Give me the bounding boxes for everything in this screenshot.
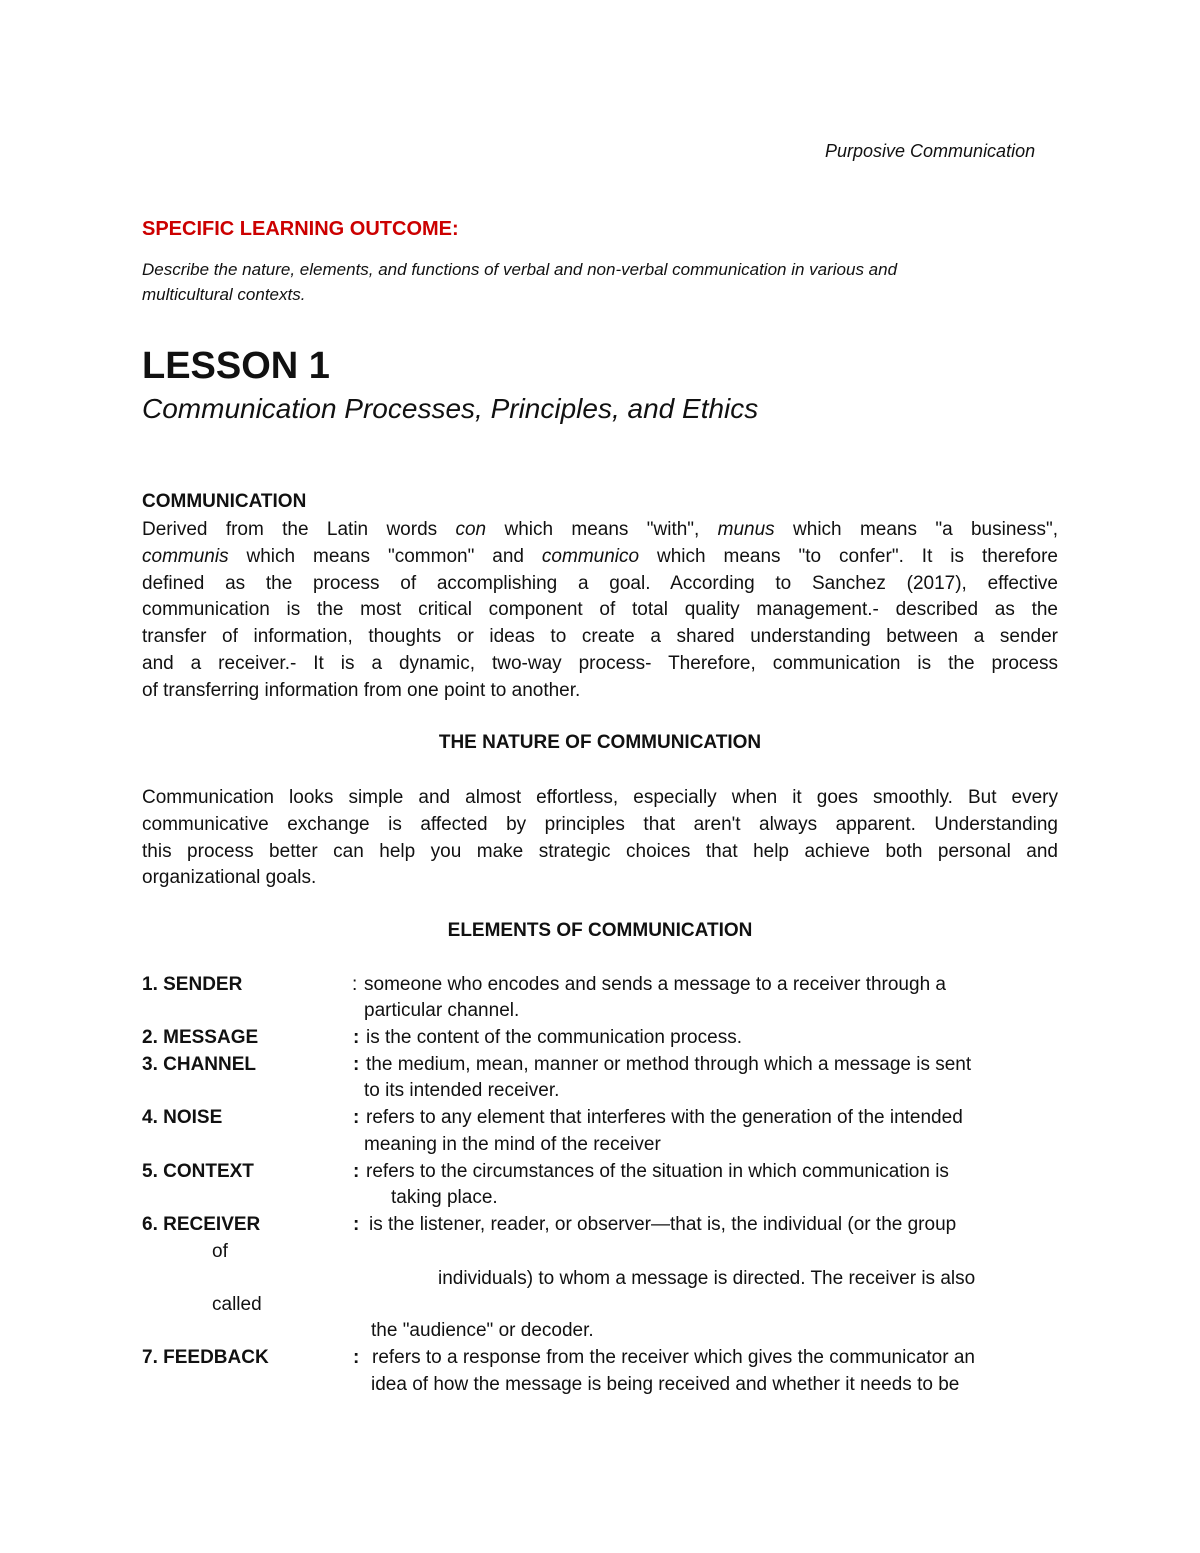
outcome-title: SPECIFIC LEARNING OUTCOME:: [142, 218, 459, 240]
nature-paragraph: [142, 785, 1058, 892]
element-colon: :: [353, 1054, 360, 1075]
element-term-receiver: 6. RECEIVER: [142, 1214, 261, 1235]
element-colon: :: [353, 1347, 360, 1368]
element-definition: the "audience" or decoder.: [371, 1320, 594, 1341]
element-definition: idea of how the message is being received and whether it needs to be: [371, 1374, 960, 1395]
element-term-feedback: 7. FEEDBACK: [142, 1347, 269, 1368]
latin-word: munus: [717, 519, 775, 540]
nature-heading: THE NATURE OF COMMUNICATION: [438, 732, 762, 753]
paragraph-line: of transferring information from one point to another.: [142, 679, 581, 701]
lesson-title: Communication Processes, Principles, and Ethics: [142, 393, 759, 424]
paragraph-line: communication is the most critical component of total quality management.- described as the: [142, 599, 1058, 621]
element-term-message: 2. MESSAGE: [142, 1027, 259, 1048]
element-definition: someone who encodes and sends a message to a receiver through a: [364, 974, 946, 995]
element-definition: refers to any element that interferes with the generation of the intended: [366, 1107, 963, 1128]
element-definition: meaning in the mind of the receiver: [364, 1134, 661, 1155]
outcome-body: [142, 257, 1042, 307]
paragraph-line: transfer of information, thoughts or ideas to create a shared understanding between a sender: [142, 626, 1058, 648]
element-colon: :: [353, 1027, 360, 1048]
paragraph-line: communicative exchange is affected by principles that aren't always apparent. Understanding: [142, 813, 1058, 835]
course-header: Purposive Communication: [825, 141, 1036, 161]
paragraph-line: this process better can help you make strategic choices that help achieve both personal and: [142, 840, 1058, 862]
paragraph-line: and a receiver.- It is a dynamic, two-way process- Therefore, communication is the process: [142, 652, 1058, 674]
element-definition: the medium, mean, manner or method through which a message is sent: [366, 1054, 972, 1075]
paragraph-line: organizational goals.: [142, 867, 317, 889]
element-term-noise: 4. NOISE: [142, 1107, 223, 1128]
latin-word: communis: [142, 545, 229, 567]
element-definition: particular channel.: [364, 1000, 520, 1021]
element-term-context: 5. CONTEXT: [142, 1161, 254, 1182]
element-colon: :: [353, 1214, 360, 1235]
outcome-line: Describe the nature, elements, and functions of verbal and non-verbal communication in various and: [142, 260, 898, 279]
paragraph-line: communis which means "common" and communico which means "to confer". It is therefore: [142, 545, 1058, 567]
element-definition: taking place.: [391, 1187, 498, 1208]
communication-heading: COMMUNICATION: [142, 491, 307, 512]
element-definition: is the listener, reader, or observer—that is, the individual (or the group: [369, 1214, 957, 1235]
element-term-sender: 1. SENDER: [142, 974, 243, 995]
lesson-number: LESSON 1: [142, 345, 330, 387]
communication-paragraph: [142, 517, 1058, 705]
element-definition: individuals) to whom a message is directed. The receiver is also: [438, 1268, 976, 1289]
element-definition: to its intended receiver.: [364, 1080, 560, 1101]
element-definition: is the content of the communication process.: [366, 1027, 742, 1048]
paragraph-line: defined as the process of accomplishing a goal. According to Sanchez (2017), effective: [142, 572, 1058, 594]
element-colon: :: [353, 1107, 360, 1128]
elements-heading: ELEMENTS OF COMMUNICATION: [447, 920, 753, 941]
element-definition: of: [212, 1241, 228, 1262]
element-definition: refers to a response from the receiver which gives the communicator an: [372, 1347, 975, 1368]
element-colon: :: [352, 974, 358, 995]
element-definition: refers to the circumstances of the situation in which communication is: [366, 1161, 949, 1182]
paragraph-line: Derived from the Latin words con which means "with", munus which means "a business",: [142, 519, 1058, 540]
element-term-channel: 3. CHANNEL: [142, 1054, 257, 1075]
latin-word: communico: [541, 545, 640, 567]
element-colon: :: [353, 1161, 360, 1182]
paragraph-line: Communication looks simple and almost effortless, especially when it goes smoothly. But every: [142, 787, 1058, 808]
element-definition: called: [212, 1294, 262, 1315]
outcome-line: multicultural contexts.: [142, 285, 306, 304]
latin-word: con: [455, 519, 487, 540]
